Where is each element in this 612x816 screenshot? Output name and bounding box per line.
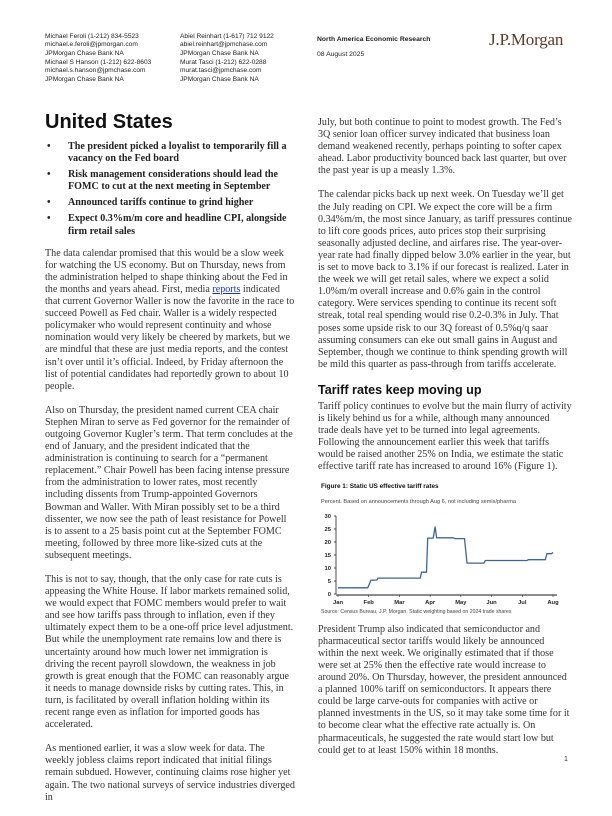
- bullet-icon: •: [47, 197, 51, 209]
- contact-email[interactable]: michael.e.feroli@jpmorgan.com: [45, 41, 180, 49]
- contact-email[interactable]: murat.tasci@jpmchase.com: [180, 67, 315, 75]
- x-tick-label: Apr: [425, 600, 436, 606]
- y-tick-label: 20: [325, 540, 331, 546]
- paragraph-tariff-policy: Tariff policy continues to evolve but the main flurry of activity is likely behind us for a while, although many announced trade deals have yet to be turned into legal agreements. Following the announcement earlier this week that tariffs would be raised another 25% on India, we estimate the static effective tariff rate has increased to around 16% (Figure 1).: [318, 401, 572, 474]
- x-tick-label: Jun: [486, 600, 497, 606]
- contact-email[interactable]: michael.s.hanson@jpmchase.com: [45, 67, 180, 75]
- paragraph-miran: Also on Thursday, the president named current CEA chair Stephen Miran to serve as Fed governor for the remainder of outgoing Governor Kugler’s term. That term concludes at the end of January, and the president indicated that the administration is continuing to search for a “permanent replacement.” Chair Powell has been facing intense pressure from the administration to lower rates, most recently including dissents from Trump-appointed Governors Bowman and Waller. With Miran possibly set to be a third dissenter, we now see the path of least resistance for Powell is to assent to a 25 basis point cut at the September FOMC meeting, followed by three more like-sized cuts at the subsequent meetings.: [45, 405, 295, 562]
- contact-name-phone: Michael S Hanson (1-212) 622-8603: [45, 59, 180, 67]
- y-tick-label: 25: [325, 527, 332, 533]
- key-point: • Expect 0.3%m/m core and headline CPI, alongside firm retail sales: [45, 213, 295, 237]
- department-name: North America Economic Research: [317, 36, 430, 43]
- y-tick-label: 0: [328, 592, 331, 598]
- paragraph-calendar: The calendar picks back up next week. On Tuesday we’ll get the July reading on CPI. We expect the core will be a firm 0.34%m/m, the most since January, as tariff pressures continue to lift core goods prices, auto prices stop their surprising seasonally adjusted decline, and airfares rise. The year-over-year rate had finally dipped below 3.0% earlier in the year, but is set to move back to 3.1% if our forecast is realized. Later in the week we will get retail sales, where we expect a solid 1.0%m/m overall increase and 0.6% gain in the control category. Were services spending to continue its recent soft streak, total real spending would rise 0.2-0.3% in July. That poses some upside risk to our 3Q foreast of 0.5%q/q saar assuming consumers can eke out small gains in August and September, though we continue to think spending growth will be mild this quarter as pass-through from tariffs accelerate.: [318, 189, 572, 370]
- contact-entity: JPMorgan Chase Bank NA: [180, 76, 315, 84]
- bullet-icon: •: [47, 213, 51, 225]
- x-tick-label: Feb: [364, 600, 375, 606]
- contact-feroli: [45, 33, 180, 58]
- contact-name-phone: Abiel Reinhart (1-617) 712 9122: [180, 33, 315, 41]
- bullet-icon: •: [47, 141, 51, 153]
- figure-subtitle: Percent. Based on announcements through Aug 6, not including semis/pharma: [321, 496, 572, 508]
- contact-name-phone: Michael Feroli (1-212) 834-5523: [45, 33, 180, 41]
- contact-entity: JPMorgan Chase Bank NA: [45, 76, 180, 84]
- x-tick-label: Aug: [547, 600, 559, 606]
- key-point: • Announced tariffs continue to grind higher: [45, 197, 295, 209]
- tariff-rate-line: [338, 527, 553, 588]
- contact-name-phone: Murat Tasci (1-212) 622-0288: [180, 59, 315, 67]
- paragraph-semis-pharma: President Trump also indicated that semiconductor and pharmaceutical sector tariffs would likely be announced within the next week. We originally estimated that if those were set at 25% then the effective rate would increase to around 20%. On Thursday, however, the president announced a planned 100% tariff on semiconductors. It appears there could be large carve-outs for companies with active or planned investments in the US, so it may take some time for it to become clear what the effective rate actually is. On pharmaceuticals, he suggested the rate would start low but could get to at least 150% within 18 months.: [318, 624, 572, 757]
- tariff-rate-chart: [321, 510, 571, 606]
- paragraph-rate-cuts: This is not to say, though, that the only case for rate cuts is appeasing the White House. If labor markets remained solid, we would expect that FOMC members would prefer to wait and see how tariffs pass through to inflation, even if they ultimately expect them to be a one-off price level adjustment. But while the unemployment rate remains low and there is uncertainty around how much lower net immigration is driving the recent payroll slowdown, the weakness in job growth is great enough that the FOMC can reasonably argue it needs to manage downside risks by cutting rates. This, in turn, is facilitated by overall inflation holding within its recent range even as inflation for imported goods has accelerated.: [45, 574, 295, 731]
- y-tick-label: 30: [325, 514, 331, 520]
- left-column: [45, 110, 295, 816]
- x-axis: [333, 595, 559, 606]
- paragraph-fed-chair: The data calendar promised that this would be a slow week for watching the US economy. But on Thursday, news from the administration helped to shape thinking about the Fed in the months and years ahead. First, media reports indicated that current Governor Waller is now the favorite in the race to succeed Powell as Fed chair. Waller is a widely respected policymaker who would represent continuity and whose nomination would very likely be cheered by markets, but we are mindful that these are just media reports, and the contest isn’t over until it’s official. Indeed, by Friday afternoon the list of potential candidates had reportedly grown to about 10 people.: [45, 248, 295, 393]
- key-points-list: [45, 141, 295, 238]
- media-reports-link[interactable]: reports: [212, 284, 240, 295]
- bullet-icon: •: [47, 169, 51, 181]
- series-layer: [338, 527, 553, 588]
- key-point: • Risk management considerations should lead the FOMC to cut at the next meeting in September: [45, 169, 295, 193]
- report-date: 08 August 2025: [317, 51, 430, 58]
- report-header: [317, 36, 430, 58]
- page-number: 1: [564, 756, 568, 763]
- contact-email[interactable]: abiel.reinhart@jpmchase.com: [180, 41, 315, 49]
- x-tick-label: Jul: [518, 600, 527, 606]
- y-axis: [325, 514, 336, 598]
- contact-tasci: [180, 59, 315, 84]
- y-tick-label: 5: [328, 579, 332, 585]
- key-point: • The president picked a loyalist to temporarily fill a vacancy on the Fed board: [45, 141, 295, 165]
- y-tick-label: 10: [325, 566, 331, 572]
- contact-entity: JPMorgan Chase Bank NA: [180, 50, 315, 58]
- contact-hanson: [45, 59, 180, 84]
- section-heading-tariffs: Tariff rates keep moving up: [318, 383, 572, 398]
- x-tick-label: May: [455, 600, 467, 606]
- paragraph-data-week-part2: July, but both continue to point to modest growth. The Fed’s 3Q senior loan officer survey indicated that business loan demand weakened recently, perhaps pointing to softer capex ahead. Labor productivity bounced back last quarter, but over the past year is up a measly 1.3%.: [318, 117, 572, 177]
- figure-1: [321, 481, 572, 617]
- contact-reinhart: [180, 33, 315, 58]
- figure-title: Figure 1: Static US effective tariff rates: [321, 481, 572, 493]
- figure-source: Source: Census Bureau, J.P. Morgan. Static weighting based on 2024 trade shares: [321, 606, 572, 618]
- contact-entity: JPMorgan Chase Bank NA: [45, 50, 180, 58]
- x-tick-label: Jan: [333, 600, 343, 606]
- x-tick-label: Mar: [394, 600, 405, 606]
- jpmorgan-logo: J.P.Morgan: [489, 30, 563, 50]
- y-tick-label: 15: [325, 553, 332, 559]
- right-column: [318, 117, 572, 769]
- paragraph-data-week-part1: As mentioned earlier, it was a slow week for data. The weekly jobless claims report indicated that initial filings remain subdued. However, continuing claims rose higher yet again. The two national surveys of service industries diverged in: [45, 743, 295, 803]
- page-title: United States: [45, 110, 295, 134]
